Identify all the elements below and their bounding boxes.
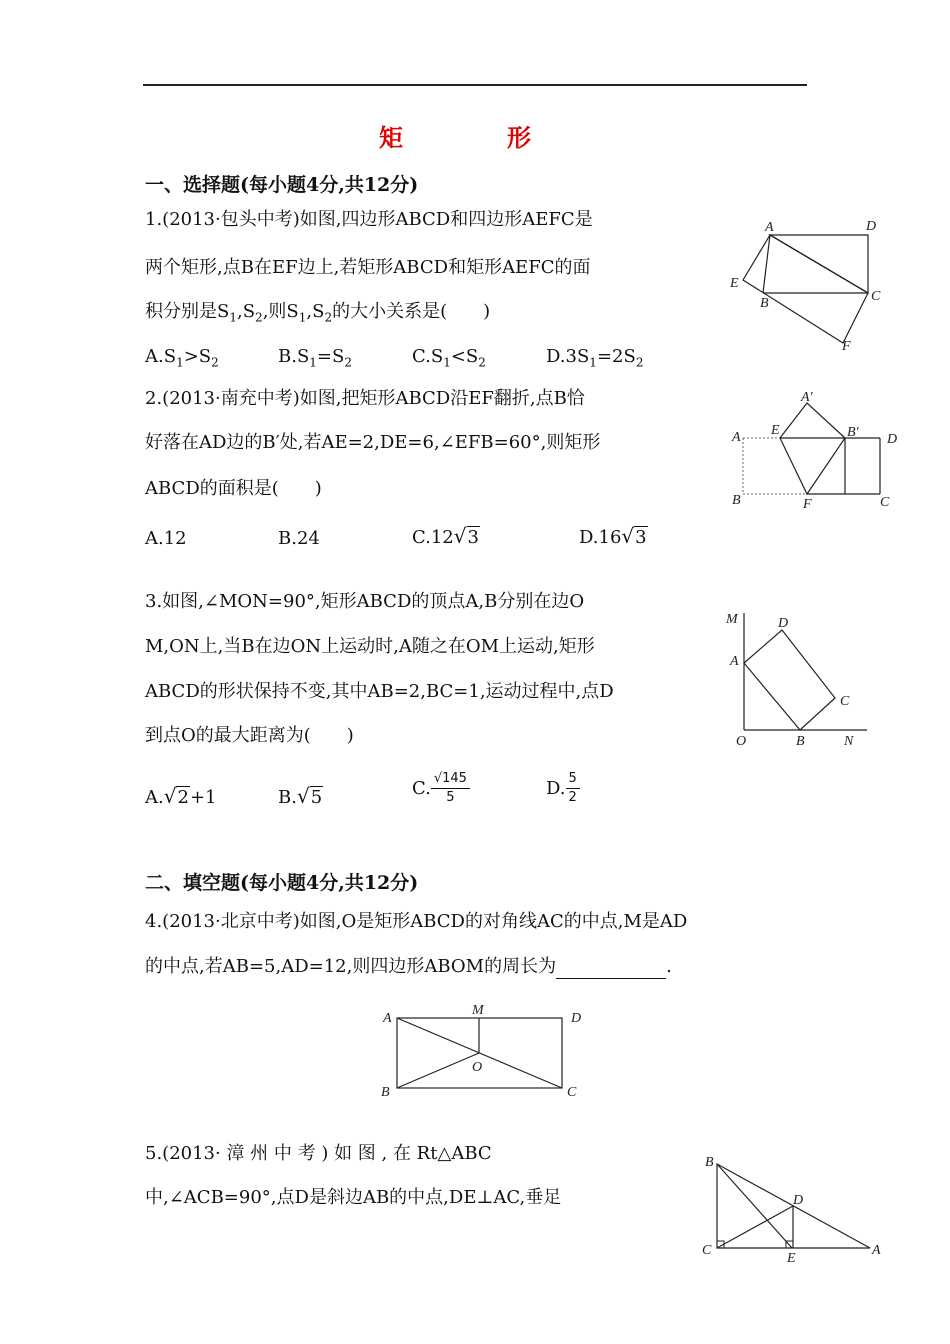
q1-option-d: $D.3S_1=2S_2$ bbox=[546, 346, 644, 370]
q4-line2: 的中点,若AB=5,AD=12,则四边形ABOM的周长为 . bbox=[145, 956, 672, 977]
label-m: M bbox=[726, 612, 738, 627]
q3-option-d: D. $\frac{5}{2}$ bbox=[546, 770, 580, 807]
section-heading-choice: 一、选择题(每小题4分,共12分) bbox=[145, 174, 419, 196]
answer-blank[interactable] bbox=[556, 960, 666, 979]
q3-line4: 到点O的最大距离为( ) bbox=[145, 725, 354, 746]
figure-q4 bbox=[375, 998, 595, 1103]
label-b-prime: B′ bbox=[847, 425, 859, 440]
figure-q5 bbox=[700, 1150, 890, 1268]
label-c: C bbox=[871, 289, 881, 304]
q1-line2: 两个矩形,点B在EF边上,若矩形ABCD和矩形AEFC的面 bbox=[145, 257, 591, 278]
q1-line1: 1.(2013·包头中考)如图,四边形ABCD和四边形AEFC是 bbox=[145, 209, 593, 230]
label-c: C bbox=[567, 1085, 577, 1100]
q2-option-b: B.24 bbox=[278, 528, 320, 549]
label-f: F bbox=[842, 339, 851, 354]
q2-line3: ABCD的面积是( ) bbox=[145, 478, 322, 499]
q2-line1: 2.(2013·南充中考)如图,把矩形ABCD沿EF翻折,点B恰 bbox=[145, 388, 585, 409]
q2-option-c: C.12√3 bbox=[412, 524, 479, 548]
label-e: E bbox=[771, 423, 780, 438]
q1-option-c: $C.S_1<S_2$ bbox=[412, 346, 486, 370]
header-rule bbox=[143, 84, 807, 86]
label-b: B bbox=[796, 734, 805, 749]
label-d: D bbox=[793, 1193, 804, 1208]
label-f: F bbox=[803, 497, 812, 512]
figure-q2 bbox=[725, 388, 910, 513]
label-d: D bbox=[778, 616, 789, 631]
q5-line1: 5.(2013· 漳 州 中 考 ) 如 图 , 在 Rt△ABC bbox=[145, 1143, 492, 1164]
label-c: C bbox=[702, 1243, 712, 1258]
label-m: M bbox=[472, 1003, 484, 1018]
label-b: B bbox=[732, 493, 741, 508]
q3-line1: 3.如图,∠MON=90°,矩形ABCD的顶点A,B分别在边O bbox=[145, 591, 585, 612]
q2-line2: 好落在AD边的B′处,若AE=2,DE=6,∠EFB=60°,则矩形 bbox=[145, 432, 601, 453]
q3-option-b: B.√5 bbox=[278, 784, 323, 808]
label-c: C bbox=[840, 694, 850, 709]
label-a: A bbox=[730, 654, 739, 669]
section-heading-fill: 二、填空题(每小题4分,共12分) bbox=[145, 872, 419, 894]
label-n: N bbox=[844, 734, 854, 749]
label-a: A bbox=[765, 220, 774, 235]
q4-line1: 4.(2013·北京中考)如图,O是矩形ABCD的对角线AC的中点,M是AD bbox=[145, 911, 688, 932]
label-o: O bbox=[736, 734, 747, 749]
label-e: E bbox=[730, 276, 739, 291]
q1-option-a: $A.S_1>S_2$ bbox=[145, 346, 219, 370]
label-a-prime: A′ bbox=[801, 390, 813, 405]
q1-line3: 积分别是$S_1,S_2$,则$S_1,S_2$的大小关系是( ) bbox=[145, 301, 491, 325]
label-a: A bbox=[383, 1011, 392, 1026]
q5-line2: 中,∠ACB=90°,点D是斜边AB的中点,DE⊥AC,垂足 bbox=[145, 1187, 562, 1208]
q2-option-d: D.16√3 bbox=[579, 524, 647, 548]
q3-line2: M,ON上,当B在边ON上运动时,A随之在OM上运动,矩形 bbox=[145, 636, 595, 657]
label-d: D bbox=[571, 1011, 582, 1026]
label-b: B bbox=[381, 1085, 390, 1100]
label-c: C bbox=[880, 495, 890, 510]
q3-option-c: C. $\frac{√145}{5}$ bbox=[412, 770, 470, 807]
label-b: B bbox=[760, 296, 769, 311]
q2-option-a: A.12 bbox=[145, 528, 187, 549]
figure-q1 bbox=[725, 215, 900, 355]
figure-q3 bbox=[722, 605, 882, 750]
page-title: 矩 形 bbox=[379, 123, 571, 152]
q1-option-b: $B.S_1=S_2$ bbox=[278, 346, 352, 370]
label-d: D bbox=[887, 432, 898, 447]
label-b: B bbox=[705, 1155, 714, 1170]
q3-option-a: A.√2+1 bbox=[145, 784, 217, 808]
label-e: E bbox=[787, 1251, 796, 1266]
label-a: A bbox=[732, 430, 741, 445]
label-o: O bbox=[472, 1060, 483, 1075]
label-d: D bbox=[866, 219, 877, 234]
q3-line3: ABCD的形状保持不变,其中AB=2,BC=1,运动过程中,点D bbox=[145, 681, 614, 702]
label-a: A bbox=[872, 1243, 881, 1258]
